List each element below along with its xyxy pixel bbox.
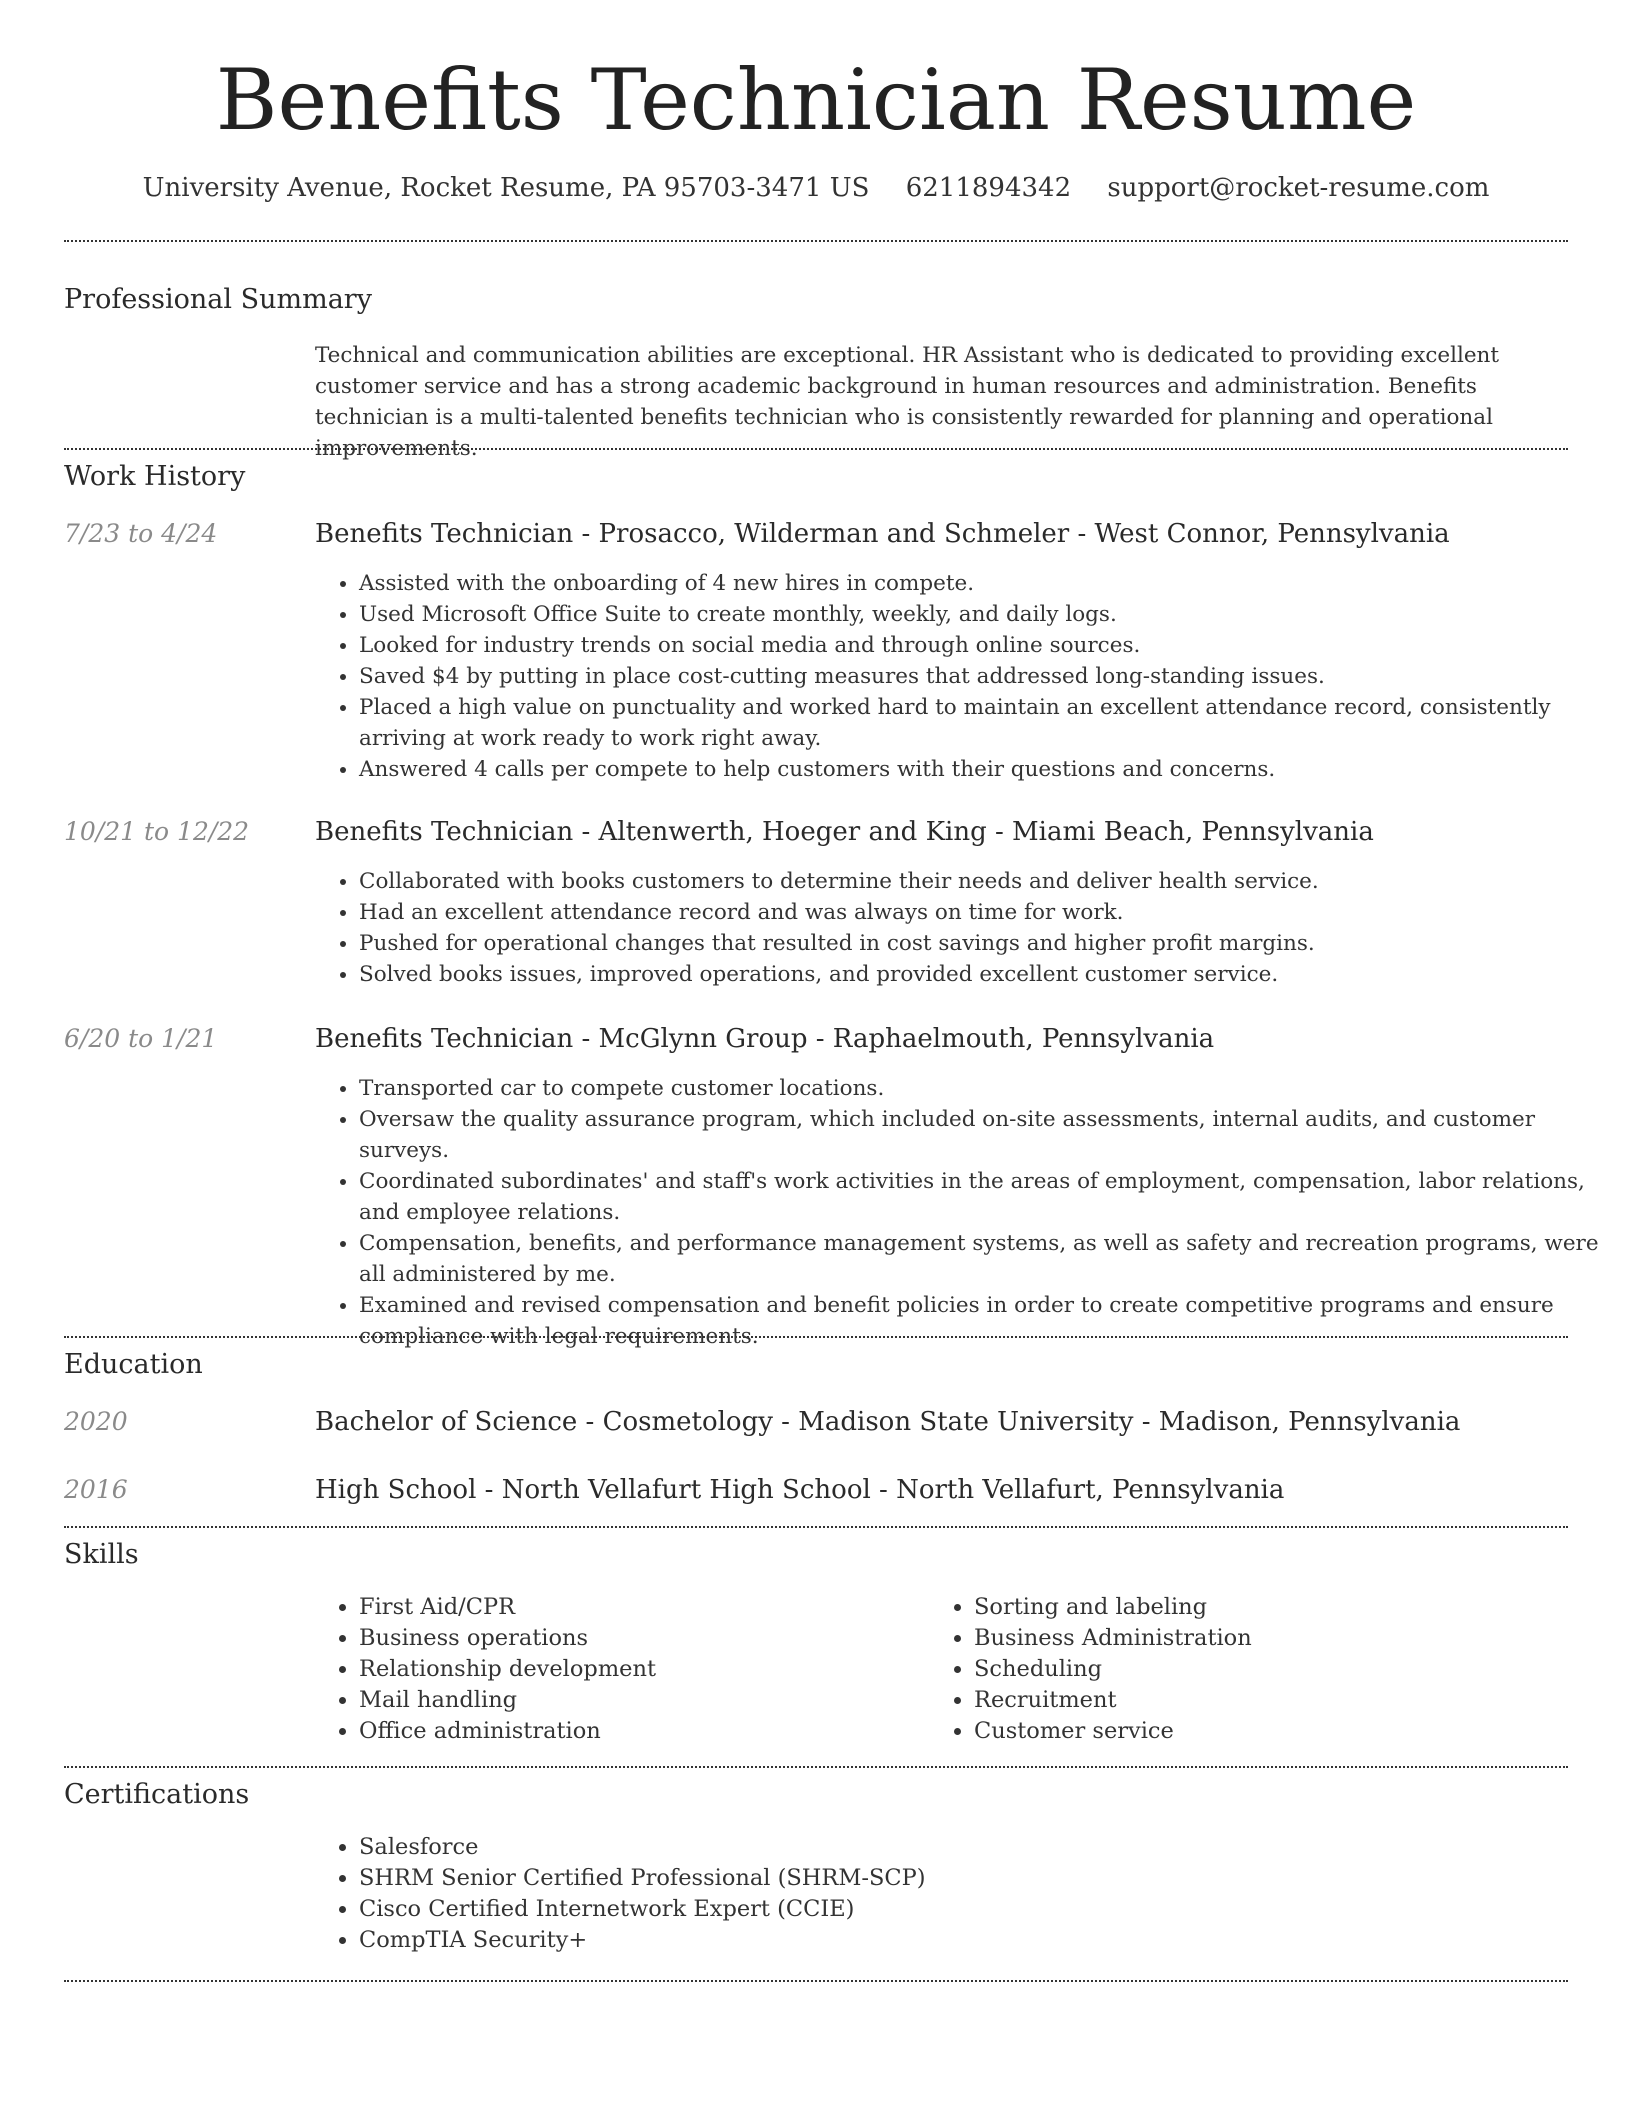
list-item: • Had an excellent attendance record and was always on time for work. (359, 897, 1609, 928)
divider (64, 1336, 1568, 1338)
job-dates: 7/23 to 4/24 (64, 519, 218, 548)
list-item: • Customer service (974, 1716, 1534, 1747)
list-item: • Collaborated with books customers to determine their needs and deliver health service. (359, 866, 1609, 897)
list-item: • Examined and revised compensation and benefit policies in order to create competitive programs and ensure compliance with legal requirements. (359, 1290, 1609, 1352)
phone: 6211894342 (905, 173, 1072, 203)
list-item: • Scheduling (974, 1654, 1534, 1685)
job-dates: 6/20 to 1/21 (64, 1024, 218, 1053)
job-bullets (315, 1073, 1609, 1352)
list-item: • SHRM Senior Certified Professional (SHRM-SCP) (359, 1863, 1459, 1894)
skills-heading: Skills (64, 1539, 139, 1570)
job-bullets (315, 866, 1609, 990)
list-item: • Saved $4 by putting in place cost-cutting measures that addressed long-standing issues. (359, 661, 1609, 692)
list-item: • Salesforce (359, 1832, 1459, 1863)
education-year: 2016 (64, 1475, 128, 1504)
list-item: • Transported car to compete customer locations. (359, 1073, 1609, 1104)
list-item: • Relationship development (359, 1654, 919, 1685)
skills-list-left (315, 1592, 919, 1747)
skills-list-right (930, 1592, 1534, 1747)
divider (64, 1766, 1568, 1768)
job-title: Benefits Technician - McGlynn Group - Raphaelmouth, Pennsylvania (315, 1024, 1215, 1054)
list-item: • Assisted with the onboarding of 4 new hires in compete. (359, 568, 1609, 599)
list-item: • Recruitment (974, 1685, 1534, 1716)
list-item: • Placed a high value on punctuality and worked hard to maintain an excellent attendance record, consistently arriving at work ready to work right away. (359, 692, 1609, 754)
list-item: • First Aid/CPR (359, 1592, 919, 1623)
certifications-list (315, 1832, 1459, 1956)
list-item: • Cisco Certified Internetwork Expert (CCIE) (359, 1894, 1459, 1925)
list-item: • Mail handling (359, 1685, 919, 1716)
page-title: Benefits Technician Resume (215, 51, 1417, 149)
divider (64, 240, 1568, 242)
email: support@rocket-resume.com (1107, 173, 1490, 203)
list-item: • Business operations (359, 1623, 919, 1654)
list-item: • Sorting and labeling (974, 1592, 1534, 1623)
list-item: • Office administration (359, 1716, 919, 1747)
job-bullets (315, 568, 1609, 785)
list-item: • CompTIA Security+ (359, 1925, 1459, 1956)
education-heading: Education (64, 1349, 203, 1380)
divider (64, 1980, 1568, 1982)
list-item: • Answered 4 calls per compete to help customers with their questions and concerns. (359, 754, 1609, 785)
divider (64, 448, 1568, 450)
summary-heading: Professional Summary (64, 284, 372, 315)
list-item: • Oversaw the quality assurance program, which included on-site assessments, internal audits, and customer surveys. (359, 1104, 1609, 1166)
job-title: Benefits Technician - Altenwerth, Hoeger and King - Miami Beach, Pennsylvania (315, 817, 1374, 847)
job-dates: 10/21 to 12/22 (64, 817, 250, 846)
summary-text: Technical and communication abilities are exceptional. HR Assistant who is dedicated to providing excellent customer service and has a strong academic background in human resources and administration. Benefits technician is a multi-talented benefits technician who is consistently rewarded for planning and operational improvements. (315, 343, 1500, 461)
education-year: 2020 (64, 1407, 128, 1436)
contact-line (0, 170, 1632, 206)
list-item: • Pushed for operational changes that resulted in cost savings and higher profit margins. (359, 928, 1609, 959)
certifications-heading: Certifications (64, 1779, 250, 1810)
list-item: • Business Administration (974, 1623, 1534, 1654)
work-history-heading: Work History (64, 461, 246, 492)
education-entry: Bachelor of Science - Cosmetology - Madison State University - Madison, Pennsylvania (315, 1407, 1461, 1437)
list-item: • Compensation, benefits, and performance management systems, as well as safety and recreation programs, were all administered by me. (359, 1228, 1609, 1290)
list-item: • Coordinated subordinates' and staff's work activities in the areas of employment, compensation, labor relations, and employee relations. (359, 1166, 1609, 1228)
list-item: • Solved books issues, improved operations, and provided excellent customer service. (359, 959, 1609, 990)
divider (64, 1526, 1568, 1528)
list-item: • Looked for industry trends on social media and through online sources. (359, 630, 1609, 661)
list-item: • Used Microsoft Office Suite to create monthly, weekly, and daily logs. (359, 599, 1609, 630)
address: University Avenue, Rocket Resume, PA 95703-3471 US (142, 173, 870, 203)
education-entry: High School - North Vellafurt High School - North Vellafurt, Pennsylvania (315, 1475, 1285, 1505)
job-title: Benefits Technician - Prosacco, Wilderman and Schmeler - West Connor, Pennsylvania (315, 519, 1450, 549)
